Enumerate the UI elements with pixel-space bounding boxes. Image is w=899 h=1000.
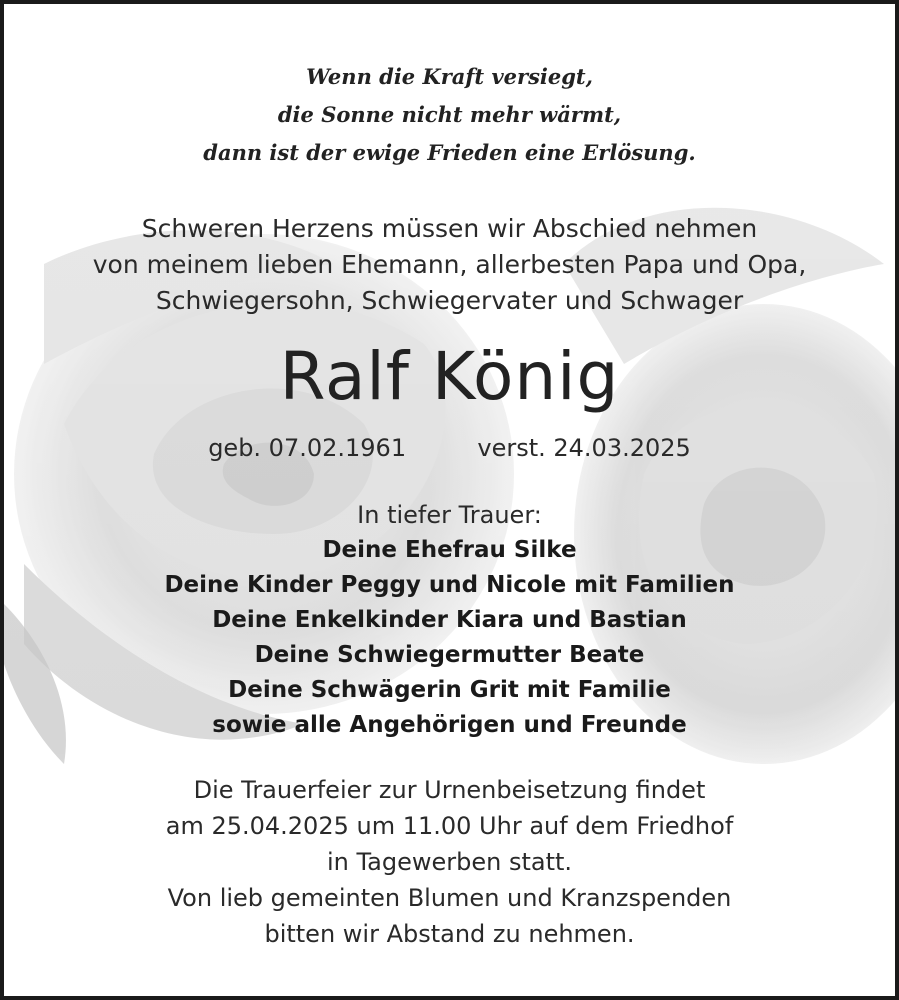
notice-line-3: in Tagewerben statt. bbox=[326, 848, 573, 876]
notice-line-5: bitten wir Abstand zu nehmen. bbox=[264, 920, 635, 948]
mourner-line: Deine Enkelkinder Kiara und Bastian bbox=[212, 607, 687, 633]
intro-line-3: Schwiegersohn, Schwiegervater und Schwager bbox=[155, 286, 744, 315]
mourning-label: In tiefer Trauer: bbox=[357, 501, 542, 529]
notice-line-4: Von lieb gemeinten Blumen und Kranzspenden bbox=[167, 884, 732, 912]
notice-line-1: Die Trauerfeier zur Urnenbeisetzung findet bbox=[193, 776, 706, 804]
poem-line-1: Wenn die Kraft versiegt, bbox=[306, 64, 593, 89]
deceased-name: Ralf König bbox=[279, 338, 620, 415]
intro-line-2: von meinem lieben Ehemann, allerbesten Papa und Opa, bbox=[92, 250, 807, 279]
mourner-line: Deine Schwiegermutter Beate bbox=[254, 642, 645, 668]
poem-line-3: dann ist der ewige Frieden eine Erlösung. bbox=[203, 140, 696, 165]
mourner-line: sowie alle Angehörigen und Freunde bbox=[212, 712, 687, 738]
intro-line-1: Schweren Herzens müssen wir Abschied nehmen bbox=[141, 214, 758, 243]
poem-line-2: die Sonne nicht mehr wärmt, bbox=[277, 102, 622, 127]
mourner-line: Deine Ehefrau Silke bbox=[322, 537, 577, 563]
notice-line-2: am 25.04.2025 um 11.00 Uhr auf dem Friedhof bbox=[165, 812, 734, 840]
obituary-text bbox=[4, 4, 895, 996]
birth-date: geb. 07.02.1961 bbox=[208, 434, 407, 462]
mourner-line: Deine Kinder Peggy und Nicole mit Familien bbox=[164, 572, 735, 598]
mourner-line: Deine Schwägerin Grit mit Familie bbox=[228, 677, 671, 703]
death-date: verst. 24.03.2025 bbox=[477, 434, 691, 462]
life-dates bbox=[4, 434, 895, 462]
